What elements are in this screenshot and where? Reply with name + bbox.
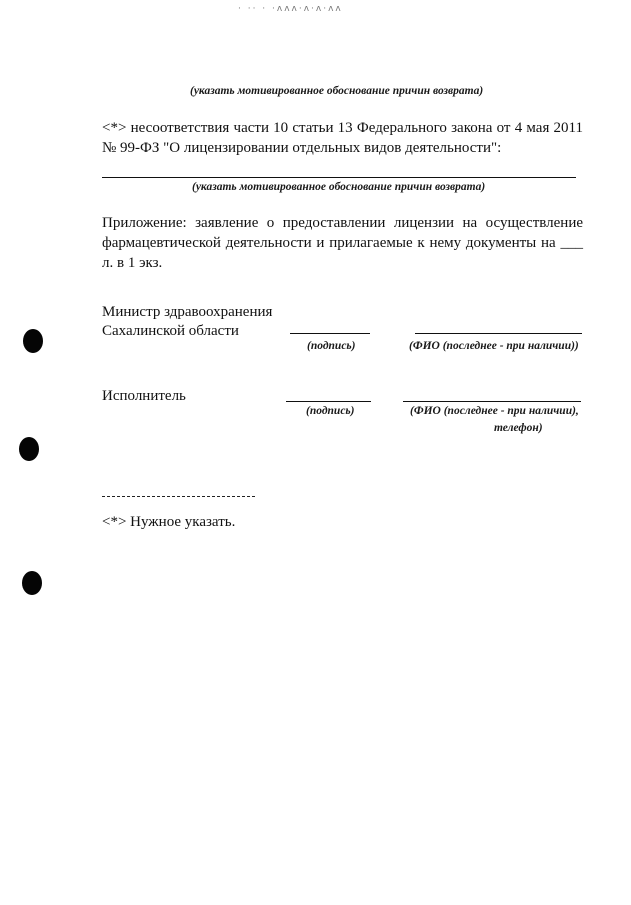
reason-hint-first: (указать мотивированное обоснование причин возврата) xyxy=(190,85,484,97)
minister-signature-line xyxy=(290,333,370,334)
minister-name-hint: (ФИО (последнее - при наличии)) xyxy=(409,340,579,352)
executor-signature-line xyxy=(286,401,371,402)
binder-hole-top xyxy=(23,329,43,353)
executor-name-hint-line2: телефон) xyxy=(494,422,543,434)
minister-title-line1: Министр здравоохранения xyxy=(102,304,273,320)
footnote-separator xyxy=(102,496,255,497)
executor-name-hint-line1: (ФИО (последнее - при наличии), xyxy=(410,405,579,417)
footnote-text: <*> Нужное указать. xyxy=(102,514,236,530)
clause-paragraph: <*> несоответствия части 10 статьи 13 Федерального закона от 4 мая 2011 № 99-ФЗ "О лицензировании отдельных видов деятельности": xyxy=(102,120,583,156)
reason-line xyxy=(102,177,576,178)
executor-name-line xyxy=(403,401,581,402)
minister-name-line xyxy=(415,333,582,334)
minister-title-line2: Сахалинской области xyxy=(102,323,239,339)
binder-hole-bottom xyxy=(22,571,42,595)
binder-hole-middle xyxy=(19,437,39,461)
executor-title: Исполнитель xyxy=(102,388,186,404)
attachment-paragraph: Приложение: заявление о предоставлении лицензии на осуществление фармацевтической деятельности и прилагаемые к нему документы на ___ л. в 1 экз. xyxy=(102,215,583,271)
executor-signature-hint: (подпись) xyxy=(306,405,355,417)
reason-hint-second: (указать мотивированное обоснование причин возврата) xyxy=(192,181,486,193)
minister-signature-hint: (подпись) xyxy=(307,340,356,352)
scan-noise: · ·· · ·ᴧᴧᴧ·ᴧ·ᴧ·ᴧᴧ xyxy=(238,4,343,14)
